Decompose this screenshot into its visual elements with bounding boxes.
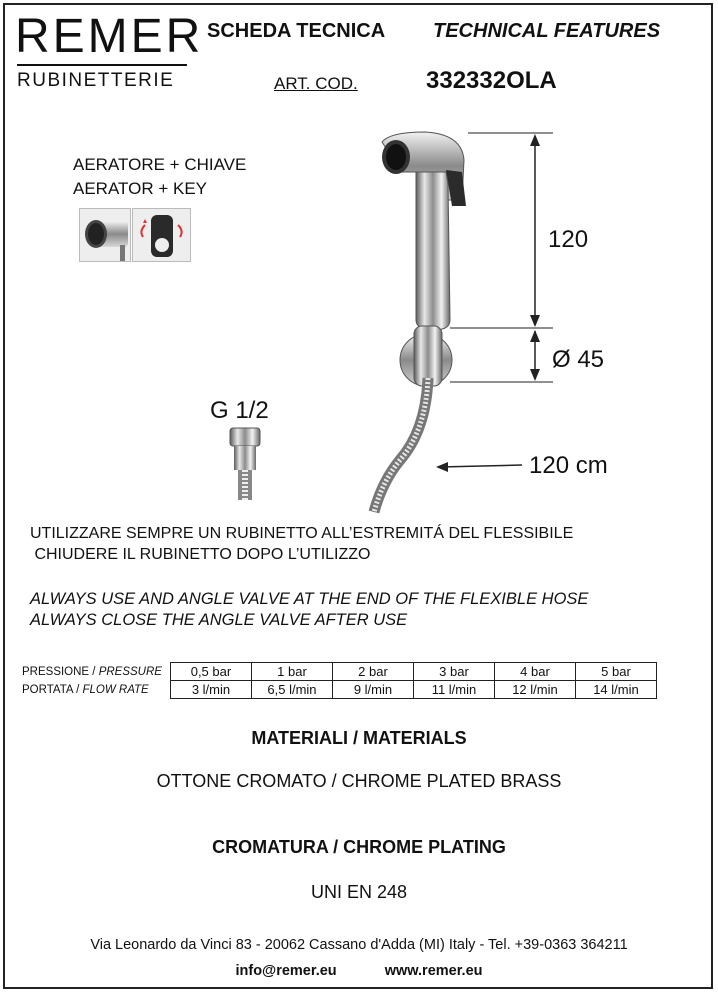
warning-it-2: CHIUDERE IL RUBINETTO DOPO L’UTILIZZO	[30, 546, 371, 563]
pressure-cell: 3 bar	[413, 663, 494, 681]
flow-cell: 11 l/min	[413, 681, 494, 699]
plating-heading: CROMATURA / CHROME PLATING	[212, 837, 506, 857]
flow-cell: 14 l/min	[575, 681, 656, 699]
art-code-label: ART. COD.	[274, 74, 358, 93]
aerator-icon	[80, 209, 130, 261]
footer-contacts	[0, 963, 718, 979]
flow-cell: 3 l/min	[170, 681, 251, 699]
footer-email[interactable]: info@remer.eu	[235, 963, 337, 979]
pressure-cell: 0,5 bar	[170, 663, 251, 681]
accessory-it: AERATORE + CHIAVE	[73, 155, 247, 174]
pressure-cell: 4 bar	[494, 663, 575, 681]
footer-address: Via Leonardo da Vinci 83 - 20062 Cassano d'Adda (MI) Italy - Tel. +39-0363 364211	[90, 937, 628, 953]
materials-heading: MATERIALI / MATERIALS	[251, 728, 467, 748]
footer-website[interactable]: www.remer.eu	[384, 963, 483, 979]
pressure-row	[18, 663, 656, 681]
pressure-cell: 1 bar	[251, 663, 332, 681]
pressure-cell: 5 bar	[575, 663, 656, 681]
flow-cell: 12 l/min	[494, 681, 575, 699]
flow-row	[18, 681, 656, 699]
technical-features-title: TECHNICAL FEATURES	[433, 20, 661, 42]
warning-it-1: UTILIZZARE SEMPRE UN RUBINETTO ALL’ESTREMITÁ DEL FLESSIBILE	[30, 525, 574, 542]
warning-en-1: ALWAYS USE AND ANGLE VALVE AT THE END OF THE FLEXIBLE HOSE	[30, 590, 589, 608]
pressure-flow-table	[18, 662, 657, 699]
brand-divider	[17, 64, 187, 66]
dim-height: 120	[548, 226, 589, 253]
dim-hose-length: 120 cm	[529, 452, 608, 479]
plating-value: UNI EN 248	[310, 882, 408, 902]
dim-diameter: Ø 45	[552, 346, 605, 373]
flow-label: PORTATA / FLOW RATE	[22, 683, 149, 696]
aerator-thumbnail	[79, 208, 131, 262]
materials-value: OTTONE CROMATO / CHROME PLATED BRASS	[156, 771, 562, 791]
brand-logo: REMER	[15, 10, 204, 63]
pressure-cell: 2 bar	[332, 663, 413, 681]
warning-en-2: ALWAYS CLOSE THE ANGLE VALVE AFTER USE	[30, 611, 408, 629]
flow-cell: 6,5 l/min	[251, 681, 332, 699]
brand-subtitle: RUBINETTERIE	[17, 70, 175, 91]
art-code-value: 332332OLA	[426, 67, 557, 94]
scheda-tecnica-title: SCHEDA TECNICA	[207, 20, 386, 42]
accessory-en: AERATOR + KEY	[73, 179, 207, 198]
pressure-label: PRESSIONE / PRESSURE	[22, 665, 162, 678]
flow-cell: 9 l/min	[332, 681, 413, 699]
dim-thread: G 1/2	[210, 397, 269, 424]
